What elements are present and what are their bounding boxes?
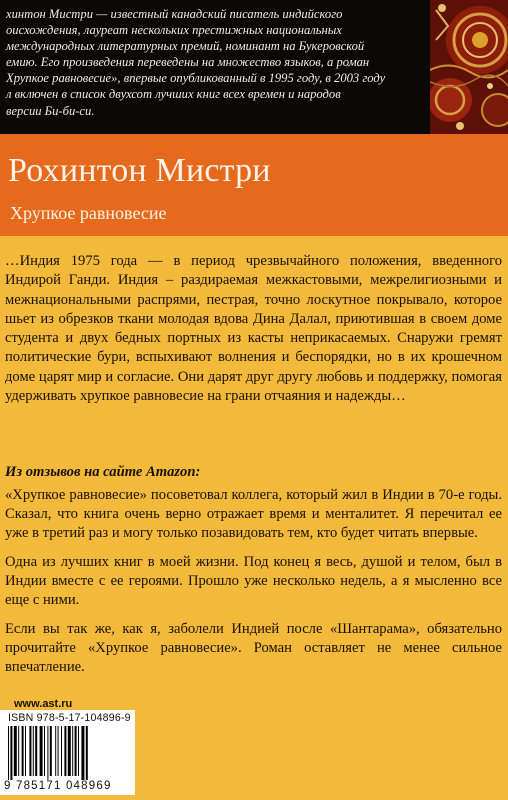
synopsis	[5, 252, 502, 406]
reviews-list	[5, 486, 502, 687]
isbn-label: ISBN 978-5-17-104896-9	[8, 712, 131, 724]
review-paragraph: Одна из лучших книг в моей жизни. Под конец я весь, душой и телом, был в Индии вместе с ее героями. Прошло уже несколько недель, а я мысленно все еще с ними.	[5, 554, 502, 608]
author-name: Рохинтон Мистри	[8, 152, 271, 189]
book-title: Хрупкое равновесие	[10, 203, 167, 223]
title-band	[0, 134, 508, 236]
review-paragraph: Если вы так же, как я, заболели Индией после «Шантарама», обязательно прочитайте «Хрупкое равновесие». Роман оставляет не менее сильное впечатление.	[5, 621, 502, 675]
barcode-digits: 9 785171 048969	[4, 780, 112, 792]
decorative-ornament-image	[430, 0, 508, 134]
barcode-panel	[0, 710, 135, 795]
author-bio-text: хинтон Мистри — известный канадский писатель индийского оисхождения, лауреат нескольких престижных национальных международных литературных премий, номинант на Букеровской емию. Его произведения переведены на множество языков, а роман Хрупкое равновесие», впервые опубликованный в 1995 году, в 2003 году л включен в список двухсот лучших книг всех времен и народов версии Би-би-си.	[6, 7, 386, 118]
barcode-icon	[4, 726, 131, 780]
author-bio-band	[0, 0, 508, 134]
reviews-heading: Из отзывов на сайте Amazon:	[5, 464, 201, 480]
review-paragraph: «Хрупкое равновесие» посоветовал коллега, который жил в Индии в 70-е годы. Сказал, что книга очень верно отражает время и менталитет. Я перечитал ее уже в третий раз и могу только позавидовать тем, кто будет читать впервые.	[5, 487, 502, 541]
synopsis-paragraph: …Индия 1975 года — в период чрезвычайного положения, введенного Индирой Ганди. Индия – раздираемая межкастовыми, межрелигиозными и межнациональными распрями, пестрая, точно лоскутное покрывало, которое шьет из обрезков ткани молодая вдова Дина Далал, приютившая в своем доме студента и двух бедных портных из касты неприкасаемых. Снаружи гремят политические бури, вспыхивают волнения и беспорядки, но в их крошечном доме царят мир и согласие. Они дарят друг другу любовь и поддержку, помогая удерживать хрупкое равновесие на грани отчаяния и надежды…	[5, 253, 502, 405]
publisher-url: www.ast.ru	[14, 698, 73, 710]
